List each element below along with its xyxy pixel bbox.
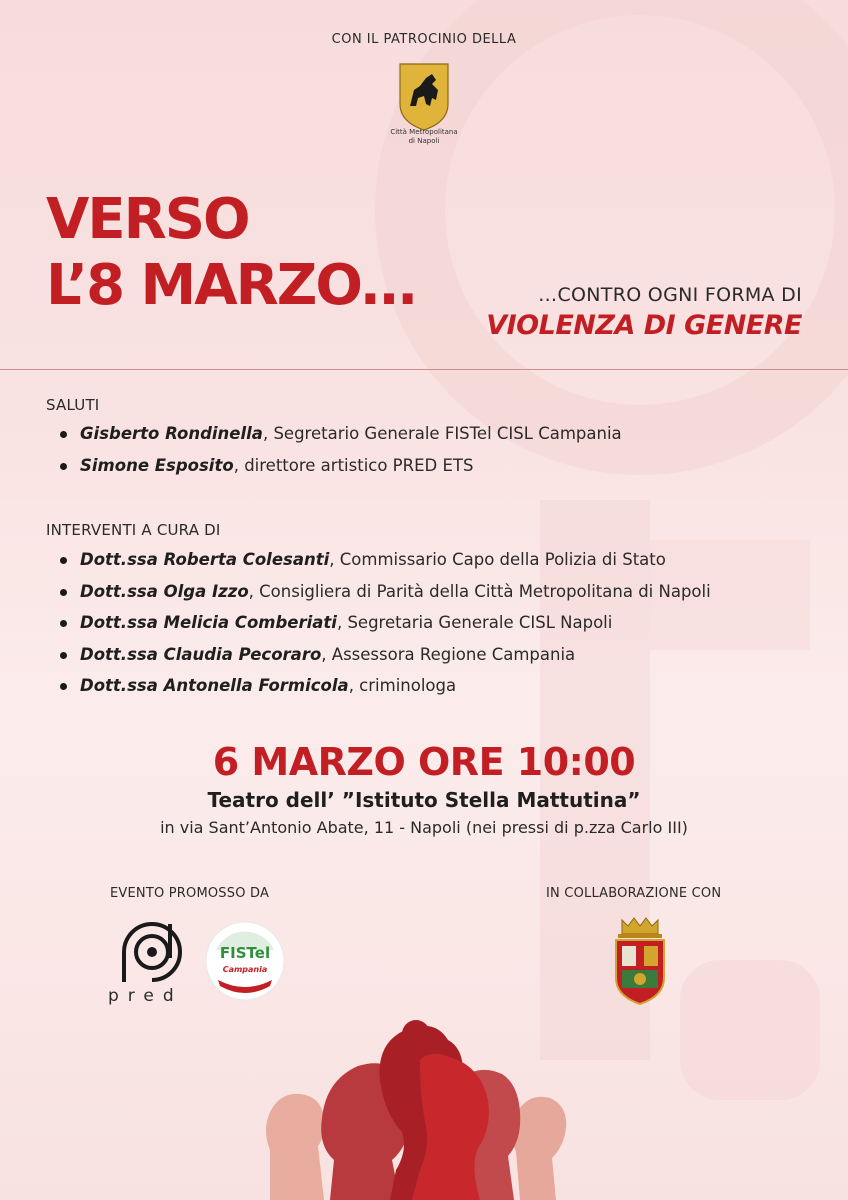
list-item: [60, 453, 622, 485]
speaker-name: Dott.ssa Melicia Comberiati: [80, 613, 337, 632]
promo-label: EVENTO PROMOSSO DA: [110, 886, 270, 901]
speaker-role: , Commissario Capo della Polizia di Stato: [329, 550, 666, 569]
title-line2: L’8 MARZO…: [46, 253, 415, 318]
speaker-name: Dott.ssa Antonella Formicola: [80, 676, 349, 695]
speaker-name: Simone Esposito: [80, 455, 234, 475]
speaker-name: Dott.ssa Claudia Pecoraro: [80, 644, 322, 664]
saluti-heading: SALUTI: [46, 396, 100, 414]
metro-caption-line1: Città Metropolitana: [390, 128, 458, 136]
speaker-name: Dott.ssa Olga Izzo: [80, 581, 249, 601]
speaker-role: , criminologa: [348, 676, 457, 695]
interventi-list: [60, 547, 711, 705]
metro-caption: [368, 128, 480, 146]
list-item: [60, 642, 711, 674]
speaker-role: , Segretario Generale FISTel CISL Campania: [262, 424, 622, 443]
speaker-name: Gisberto Rondinella: [80, 424, 263, 443]
divider: [0, 369, 848, 370]
list-item: [60, 673, 711, 705]
interventi-heading: INTERVENTI A CURA DI: [46, 521, 221, 539]
subtitle-line1: …CONTRO OGNI FORMA DI: [538, 284, 802, 306]
speaker-role: , Assessora Regione Campania: [321, 644, 576, 664]
collab-label: IN COLLABORAZIONE CON: [546, 886, 722, 901]
list-item: [60, 610, 711, 642]
metro-caption-line2: di Napoli: [408, 137, 440, 145]
event-date: 6 MARZO ORE 10:00: [212, 740, 636, 784]
polizia-crest: [608, 916, 672, 1008]
pred-logo: [118, 918, 188, 988]
list-item: [60, 547, 711, 579]
event-address: in via Sant’Antonio Abate, 11 - Napoli (nei pressi di p.zza Carlo III): [160, 818, 688, 837]
fistel-sub: Campania: [222, 965, 268, 974]
list-item: [60, 579, 711, 611]
speaker-role: , Consigliera di Parità della Città Metropolitana di Napoli: [248, 581, 711, 601]
fistel-text: FISTel: [219, 944, 271, 962]
fistel-logo: [204, 920, 286, 1002]
speaker-name: Dott.ssa Roberta Colesanti: [80, 550, 330, 569]
pred-wordmark: pred: [108, 986, 183, 1006]
speaker-role: , Segretaria Generale CISL Napoli: [336, 613, 613, 632]
subtitle-line2: VIOLENZA DI GENERE: [486, 310, 802, 341]
saluti-list: [60, 421, 622, 484]
speaker-role: , direttore artistico PRED ETS: [233, 455, 474, 475]
patrocinio-text: CON IL PATROCINIO DELLA: [331, 32, 517, 47]
list-item: [60, 421, 622, 453]
women-silhouettes-illustration: [0, 1020, 848, 1200]
event-venue: Teatro dell’ ”Istituto Stella Mattutina”: [207, 788, 641, 812]
title-line1: VERSO: [46, 187, 249, 252]
